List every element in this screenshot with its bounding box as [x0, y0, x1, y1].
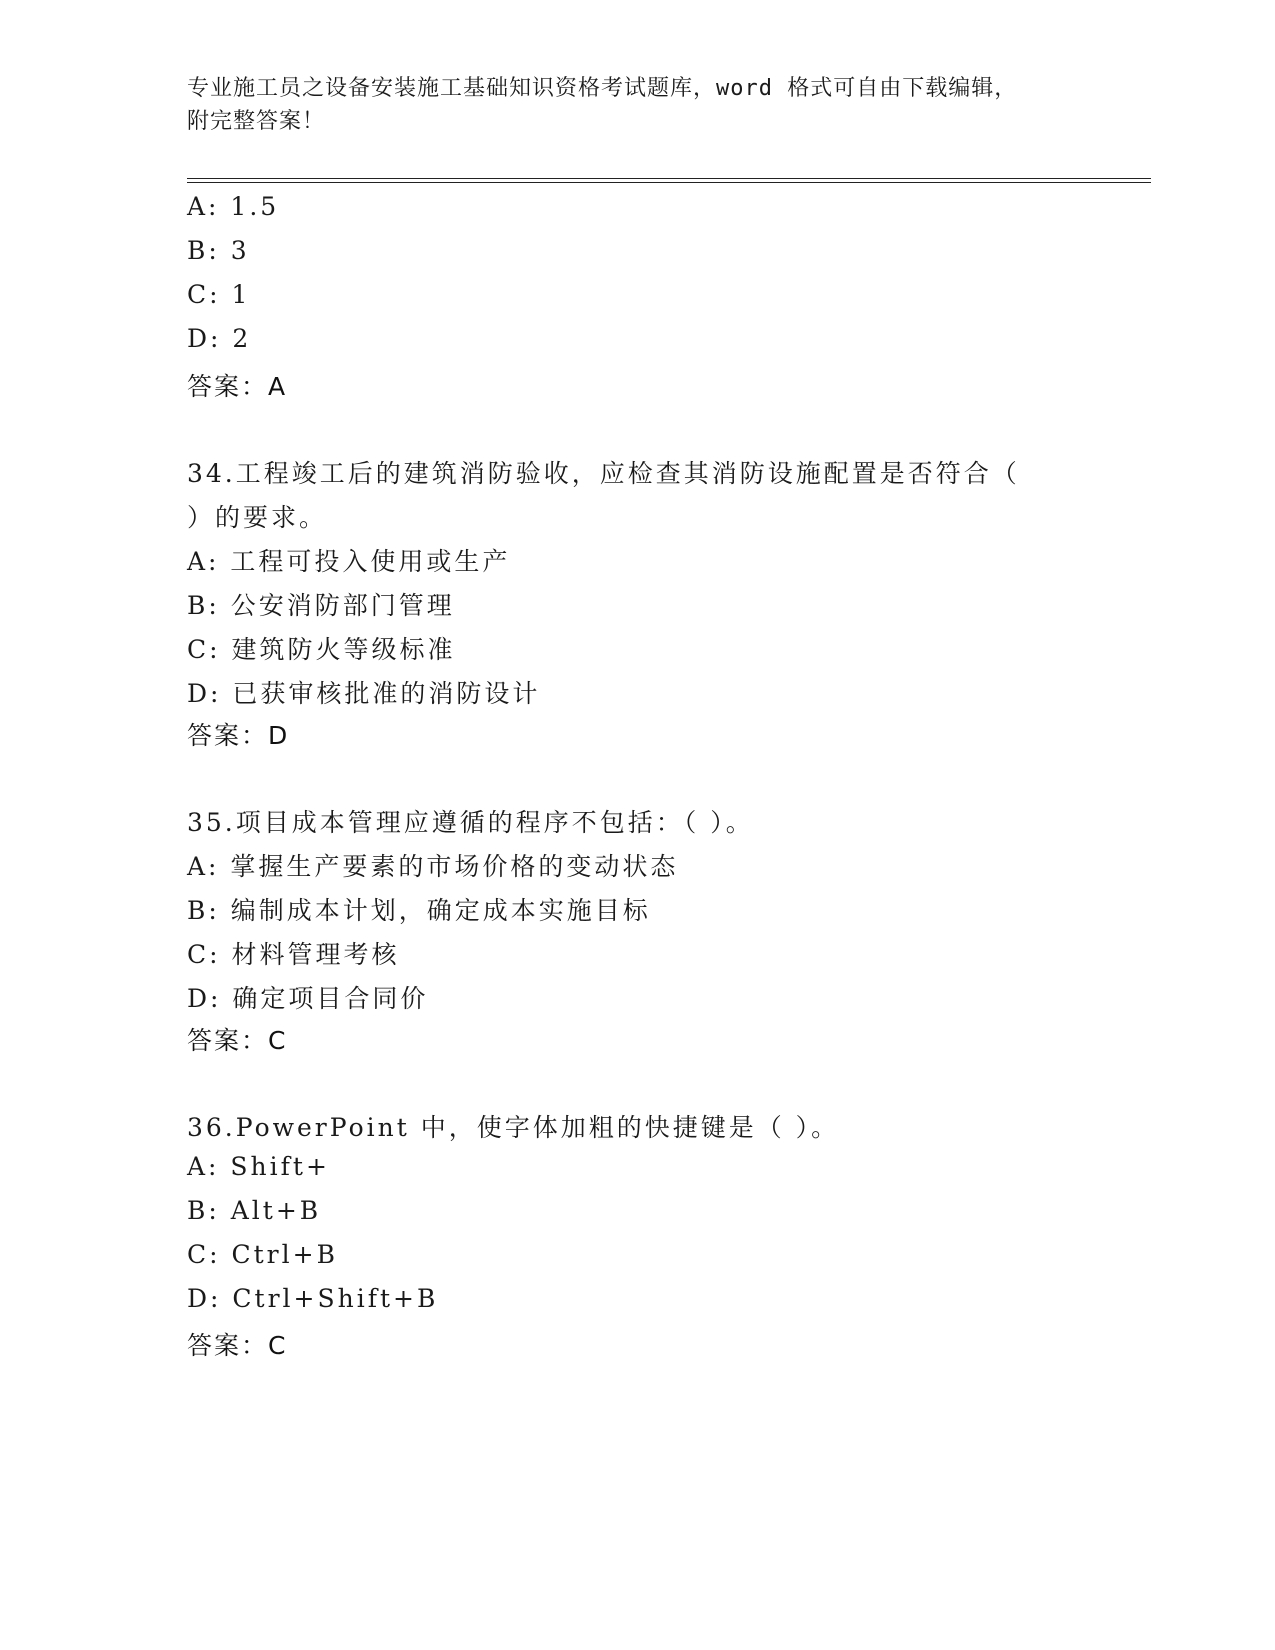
q33-option-b: B: 3 — [187, 236, 250, 265]
q35-option-a: A: 掌握生产要素的市场价格的变动状态 — [187, 852, 679, 881]
q36-option-b: B: Alt+B — [187, 1196, 322, 1225]
q34-option-a: A: 工程可投入使用或生产 — [187, 547, 511, 576]
q36-question-line-1: 36.PowerPoint 中，使字体加粗的快捷键是（ ）。 — [187, 1113, 840, 1142]
q33-answer: 答案：A — [187, 372, 288, 401]
header-line-1: 专业施工员之设备安装施工基础知识资格考试题库，word 格式可自由下载编辑， — [187, 76, 1018, 101]
q34-question-line-1: 34.工程竣工后的建筑消防验收，应检查其消防设施配置是否符合（ — [187, 459, 1020, 488]
q34-question-line-2: ）的要求。 — [187, 503, 328, 532]
q35-option-d: D: 确定项目合同价 — [187, 984, 429, 1013]
q33-option-d: D: 2 — [187, 324, 252, 353]
q35-option-b: B: 编制成本计划，确定成本实施目标 — [187, 896, 651, 925]
header-line-2: 附完整答案！ — [187, 109, 326, 134]
q34-option-b: B: 公安消防部门管理 — [187, 591, 455, 620]
q36-answer: 答案：C — [187, 1331, 288, 1360]
document-header — [187, 72, 1067, 138]
header-divider-bottom — [187, 182, 1151, 183]
q35-answer: 答案：C — [187, 1026, 288, 1055]
header-divider-top — [187, 178, 1151, 179]
q34-answer: 答案：D — [187, 721, 290, 750]
q34-option-c: C: 建筑防火等级标准 — [187, 635, 456, 664]
q35-question-line-1: 35.项目成本管理应遵循的程序不包括：（ ）。 — [187, 808, 754, 837]
q33-option-a: A: 1.5 — [187, 192, 280, 221]
q36-option-d: D: Ctrl+Shift+B — [187, 1284, 439, 1313]
q33-option-c: C: 1 — [187, 280, 251, 309]
q34-option-d: D: 已获审核批准的消防设计 — [187, 679, 541, 708]
q35-option-c: C: 材料管理考核 — [187, 940, 400, 969]
q36-option-a: A: Shift+ — [187, 1152, 330, 1181]
q36-option-c: C: Ctrl+B — [187, 1240, 338, 1269]
